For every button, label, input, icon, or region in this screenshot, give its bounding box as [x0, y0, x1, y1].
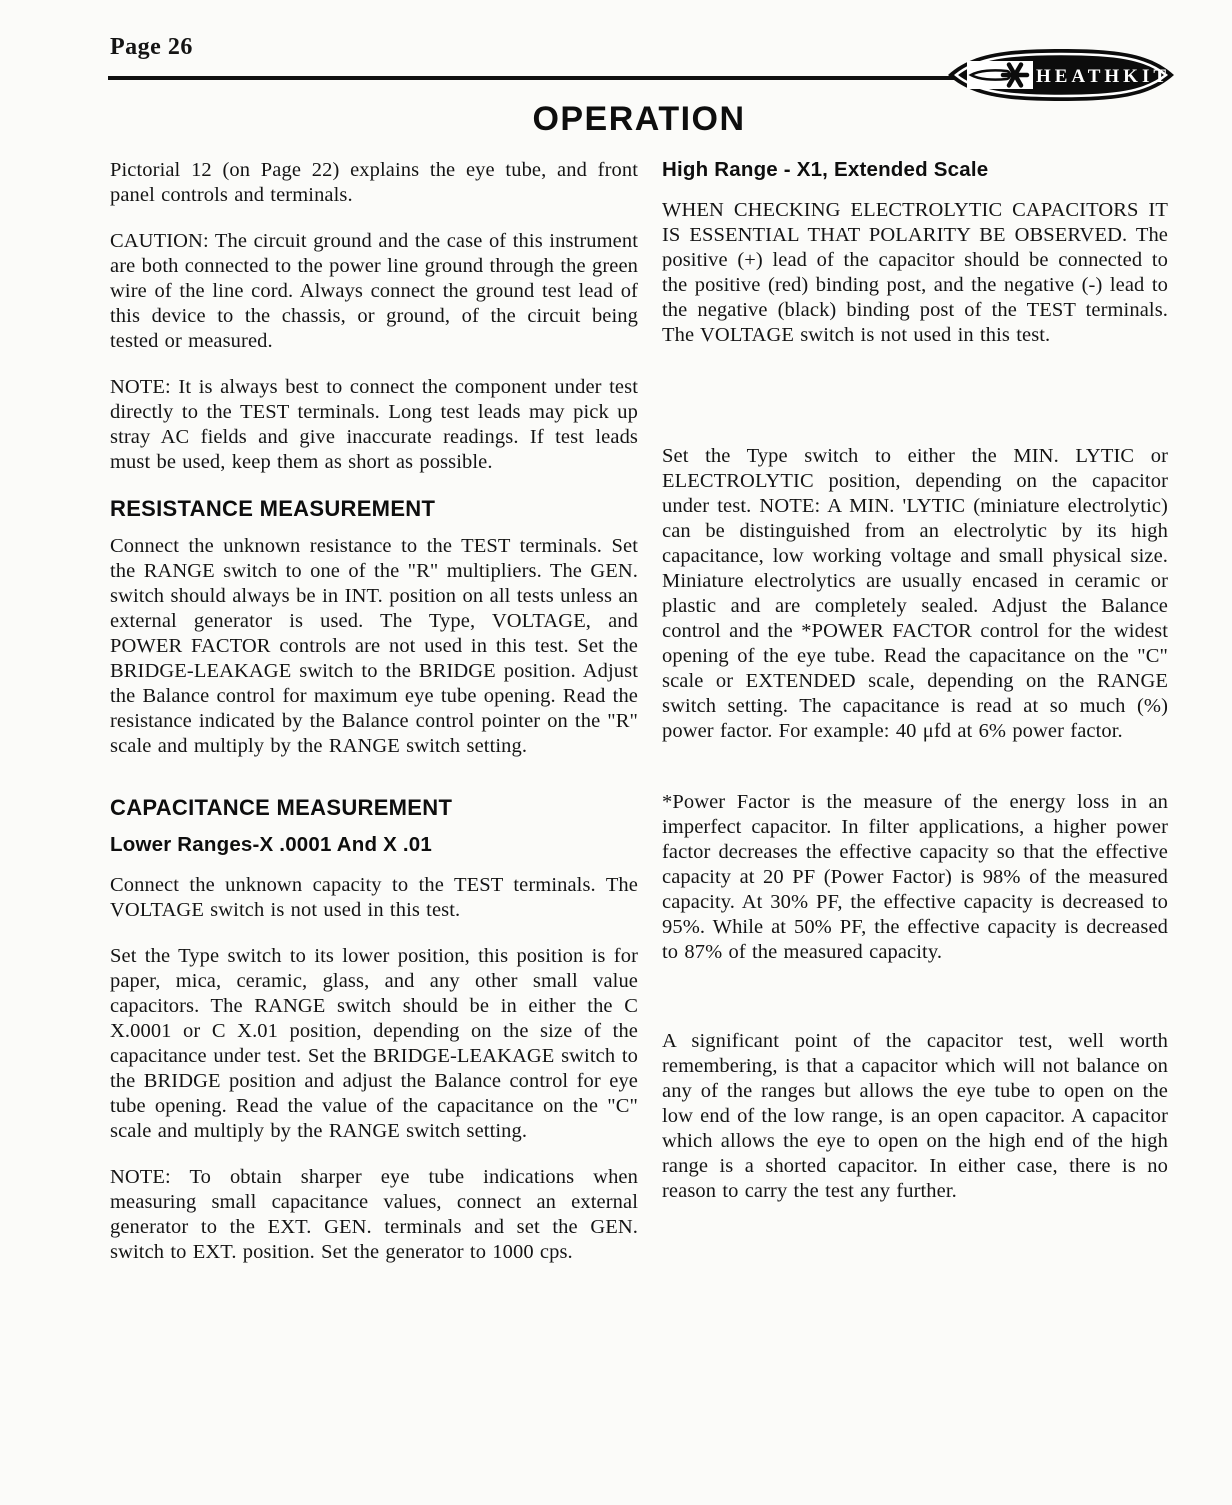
subheading-high-range: High Range - X1, Extended Scale [662, 158, 989, 181]
left-column [110, 158, 638, 1286]
paragraph-note-test-leads: NOTE: It is always best to connect the component under test directly to the TEST terminals. Long test leads may pick up stray AC fields and give inaccurate readings. If test leads must be used, keep them as short as possible. [110, 376, 638, 473]
paragraph-caution-ground: CAUTION: The circuit ground and the case of this instrument are both connected to the power line ground through the green wire of the line cord. Always connect the ground test lead of this device to the chassis, or ground, of the circuit being tested or measured. [110, 230, 638, 352]
paragraph-lower-ranges-intro: Connect the unknown capacity to the TEST terminals. The VOLTAGE switch is not used in this test. [110, 874, 638, 921]
paragraph-significant-point: A significant point of the capacitor test, well worth remembering, is that a capacitor which will not balance on any of the ranges but allows the eye tube to open on the low end of the low range, is an open capacitor. A capacitor which allows the eye to open on the high end of the high range is a shorted capacitor. In either case, there is no reason to carry the test any further. [662, 1030, 1168, 1202]
paragraph-resistance-procedure: Connect the unknown resistance to the TEST terminals. Set the RANGE switch to one of the "R" multipliers. The GEN. switch should always be in INT. position on all tests unless an external generator is used. The Type, VOLTAGE, and POWER FACTOR controls are not used in this test. Set the BRIDGE-LEAKAGE switch to the BRIDGE position. Adjust the Balance control for maximum eye tube opening. Read the resistance indicated by the Balance control pointer on the "R" scale and multiply by the RANGE switch setting. [110, 535, 638, 757]
right-column [662, 158, 1168, 1286]
subheading-lower-ranges: Lower Ranges-X .0001 And X .01 [110, 833, 432, 856]
paragraph-polarity-warning: WHEN CHECKING ELECTROLYTIC CAPACITORS IT IS ESSENTIAL THAT POLARITY BE OBSERVED. The positive (+) lead of the capacitor should be connected to the positive (red) binding post, and the negative (-) lead to the negative (black) binding post of the TEST terminals. The VOLTAGE switch is not used in this test. [662, 199, 1168, 346]
paragraph-power-factor-note: *Power Factor is the measure of the energy loss in an imperfect capacitor. In filter applications, a higher power factor decreases the effective capacity so that the effective capacity at 20 PF (Power Factor) is 98% of the measured capacity. At 30% PF, the effective capacity is decreased to 95%. While at 50% PF, the effective capacity is decreased to 87% of the measured capacity. [662, 791, 1168, 963]
page-title: OPERATION [532, 100, 746, 138]
heathkit-logo [945, 46, 1177, 104]
heading-capacitance-measurement: CAPACITANCE MEASUREMENT [110, 795, 453, 820]
heathkit-logo-badge [945, 46, 1177, 104]
heading-resistance-measurement: RESISTANCE MEASUREMENT [110, 496, 436, 521]
two-column-body [110, 158, 1168, 1286]
page-number: Page 26 [110, 34, 193, 60]
header-rule [108, 76, 1048, 80]
paragraph-type-switch-electrolytic: Set the Type switch to either the MIN. LYTIC or ELECTROLYTIC position, depending on the capacitor under test. NOTE: A MIN. 'LYTIC (miniature electrolytic) can be distinguished from an electrolytic by its high capacitance, low working voltage and small physical size. Miniature electrolytics are usually encased in ceramic or plastic and are completely sealed. Adjust the Balance control and the *POWER FACTOR control for the widest opening of the eye tube. Read the capacitance on the "C" scale or EXTENDED scale, depending on the RANGE switch setting. The capacitance is read at so much (%) power factor. For example: 40 μfd at 6% power factor. [662, 445, 1168, 742]
logo-wordmark: HEATHKIT [1035, 66, 1171, 87]
paragraph-pictorial-intro: Pictorial 12 (on Page 22) explains the eye tube, and front panel controls and terminals. [110, 159, 638, 206]
paragraph-note-external-generator: NOTE: To obtain sharper eye tube indications when measuring small capacitance values, connect an external generator to the EXT. GEN. terminals and set the GEN. switch to EXT. position. Set the generator to 1000 cps. [110, 1166, 638, 1263]
paragraph-lower-ranges-procedure: Set the Type switch to its lower position, this position is for paper, mica, ceramic, glass, and any other small value capacitors. The RANGE switch should be in either the C X.0001 or C X.01 position, depending on the size of the capacitance under test. Set the BRIDGE-LEAKAGE switch to the BRIDGE position and adjust the Balance control for eye tube opening. Read the value of the capacitance on the "C" scale and multiply by the RANGE switch setting. [110, 945, 638, 1142]
